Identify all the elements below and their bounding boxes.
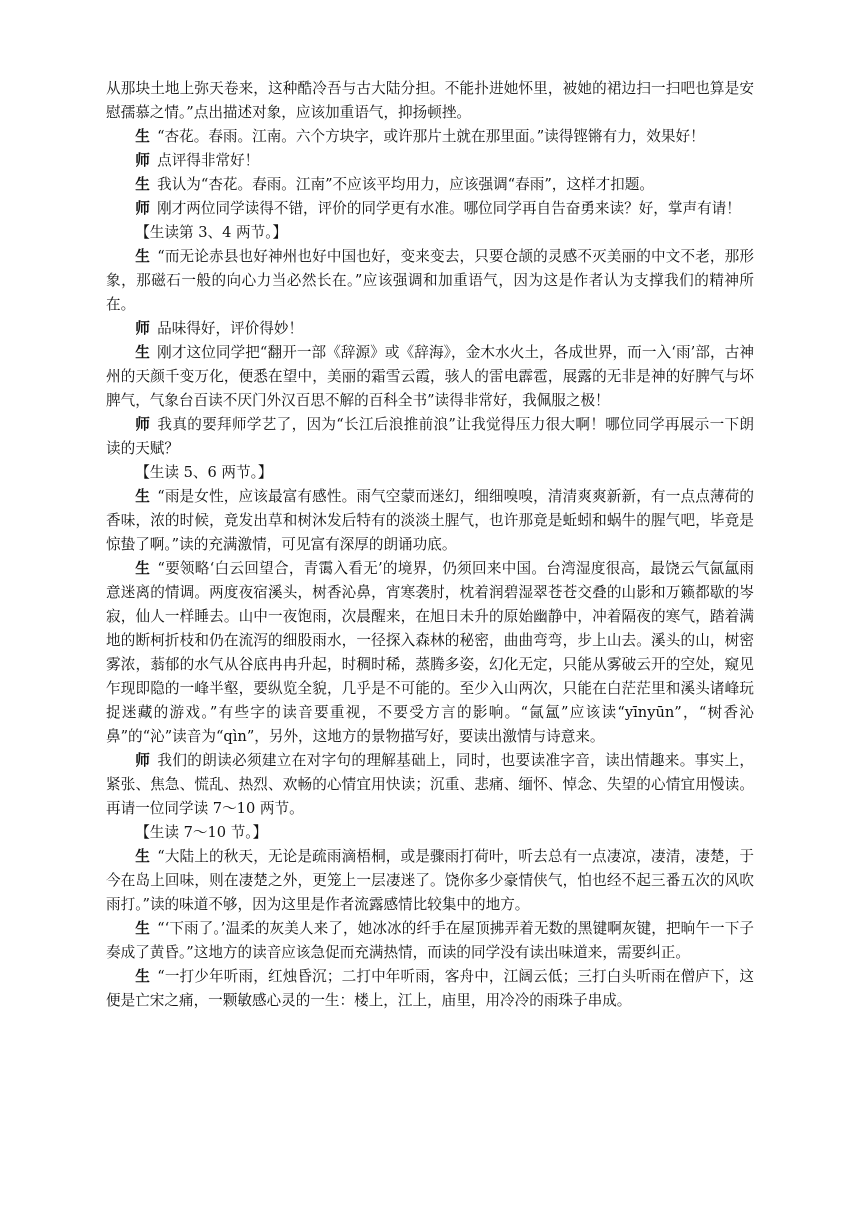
note-text: 【生读第 3、4 两节。】 [135, 224, 288, 241]
stage-note-1 [106, 221, 754, 245]
speaker-label: 师 [135, 416, 151, 433]
paragraph-text: “要领略‘白云回望合，青霭入看无’的境界，仍须回来中国。台湾湿度很高，最饶云气氤氲雨意迷离的情调。两度夜宿溪头，树香沁鼻，宵寒袭肘，枕着润碧湿翠苍苍交叠的山影和万籁都歇的岑寂，仙人一样睡去。山中一夜饱雨，次晨醒来，在旭日未升的原始幽静中，冲着隔夜的寒气，踏着满地的断柯折枝和仍在流泻的细股雨水，一径探入森林的秘密，曲曲弯弯，步上山去。溪头的山，树密雾浓，蓊郁的水气从谷底冉冉升起，时稠时稀，蒸腾多姿，幻化无定，只能从雾破云开的空处，窥见乍现即隐的一峰半壑，要纵览全貌，几乎是不可能的。至少入山两次，只能在白茫茫里和溪头诸峰玩捉迷藏的游戏。”有些字的读音要重视，不要受方言的影响。“氤氲”应该读“yīnyūn”，“树香沁鼻”的“沁”读音为“qìn”，另外，这地方的景物描写好，要读出激情与诗意来。 [106, 560, 754, 745]
stage-note-2 [106, 461, 754, 485]
paragraph-text: 刚才两位同学读得不错，评价的同学更有水准。哪位同学再自告奋勇来读？好，掌声有请！ [157, 200, 741, 217]
speaker-label: 生 [135, 344, 150, 361]
paragraph-text: 刚才这位同学把“翻开一部《辞源》或《辞海》，金木水火土，各成世界，而一入‘雨’部，古神州的天颜千变万化，便悉在望中，美丽的霜雪云霞，骇人的雷电霹雹，展露的无非是神的好脾气与坏脾气，气象台百读不厌门外汉百思不解的百科全书”读得非常好，我佩服之极！ [106, 344, 754, 409]
paragraph-2 [106, 125, 754, 149]
paragraph-text: “而无论赤县也好神州也好中国也好，变来变去，只要仓颉的灵感不灭美丽的中文不老，那形象，那磁石一般的向心力当必然长在。”应该强调和加重语气，因为这是作者认为支撑我们的精神所在。 [106, 248, 754, 313]
speaker-label: 生 [135, 128, 150, 145]
speaker-label: 师 [135, 152, 150, 169]
paragraph-17 [106, 917, 754, 965]
paragraph-14 [106, 749, 754, 821]
speaker-label: 生 [135, 848, 150, 865]
paragraph-text: “杏花。春雨。江南。六个方块字，或许那片土就在那里面。”读得铿锵有力，效果好！ [157, 128, 705, 145]
speaker-label: 生 [135, 560, 151, 577]
speaker-label: 生 [135, 488, 150, 505]
paragraph-7 [106, 245, 754, 317]
paragraph-text: 品味得好，评价得妙！ [157, 320, 304, 337]
paragraph-13 [106, 557, 754, 749]
stage-note-3 [106, 821, 754, 845]
speaker-label: 师 [135, 752, 151, 769]
paragraph-16 [106, 845, 754, 917]
paragraph-text: 点评得非常好！ [157, 152, 260, 169]
paragraph-5 [106, 197, 754, 221]
paragraph-18 [106, 965, 754, 1013]
speaker-label: 生 [135, 920, 150, 937]
note-text: 【生读 5、6 两节。】 [135, 464, 273, 481]
paragraph-12 [106, 485, 754, 557]
paragraph-4 [106, 173, 754, 197]
paragraph-text: “‘下雨了。’温柔的灰美人来了，她冰冰的纤手在屋顶拂弄着无数的黑键啊灰键，把晌午一下子奏成了黄昏。”这地方的读音应该急促而充满热情，而读的同学没有读出味道来，需要纠正。 [106, 920, 754, 961]
paragraph-text: 我真的要拜师学艺了，因为“长江后浪推前浪”让我觉得压力很大啊！哪位同学再展示一下朗读的天赋？ [106, 416, 754, 457]
paragraph-8 [106, 317, 754, 341]
paragraph-text: “一打少年听雨，红烛昏沉；二打中年听雨，客舟中，江阔云低；三打白头听雨在僧庐下，这便是亡宋之痛，一颗敏感心灵的一生：楼上，江上，庙里，用冷冷的雨珠子串成。 [106, 968, 754, 1009]
speaker-label: 生 [135, 968, 150, 985]
speaker-label: 生 [135, 176, 150, 193]
paragraph-text: 我认为“杏花。春雨。江南”不应该平均用力，应该强调“春雨”，这样才扣题。 [157, 176, 654, 193]
paragraph-text: “大陆上的秋天，无论是疏雨滴梧桐，或是骤雨打荷叶，听去总有一点凄凉，凄清，凄楚，于今在岛上回味，则在凄楚之外，更笼上一层凄迷了。饶你多少豪情侠气，怕也经不起三番五次的风吹雨打。”读的味道不够，因为这里是作者流露感情比较集中的地方。 [106, 848, 754, 913]
speaker-label: 生 [135, 248, 150, 265]
paragraph-3 [106, 149, 754, 173]
paragraph-text: 从那块土地上弥天卷来，这种酷冷吾与古大陆分担。不能扑进她怀里，被她的裙边扫一扫吧也算是安慰孺慕之情。”点出描述对象，应该加重语气，抑扬顿挫。 [106, 80, 754, 121]
paragraph-1 [106, 77, 754, 125]
note-text: 【生读 7～10 节。】 [135, 824, 268, 841]
paragraph-10 [106, 413, 754, 461]
speaker-label: 师 [135, 200, 150, 217]
paragraph-text: 我们的朗读必须建立在对字句的理解基础上，同时，也要读准字音，读出情趣来。事实上，紧张、焦急、慌乱、热烈、欢畅的心情宜用快读；沉重、悲痛、缅怀、悼念、失望的心情宜用慢读。再请一位同学读 7～10 两节。 [106, 752, 754, 817]
paragraph-text: “雨是女性，应该最富有感性。雨气空蒙而迷幻，细细嗅嗅，清清爽爽新新，有一点点薄荷的香味，浓的时候，竟发出草和树沐发后特有的淡淡土腥气，也许那竟是蚯蚓和蜗牛的腥气吧，毕竟是惊蛰了啊。”读的充满激情，可见富有深厚的朗诵功底。 [106, 488, 754, 553]
speaker-label: 师 [135, 320, 150, 337]
paragraph-9 [106, 341, 754, 413]
